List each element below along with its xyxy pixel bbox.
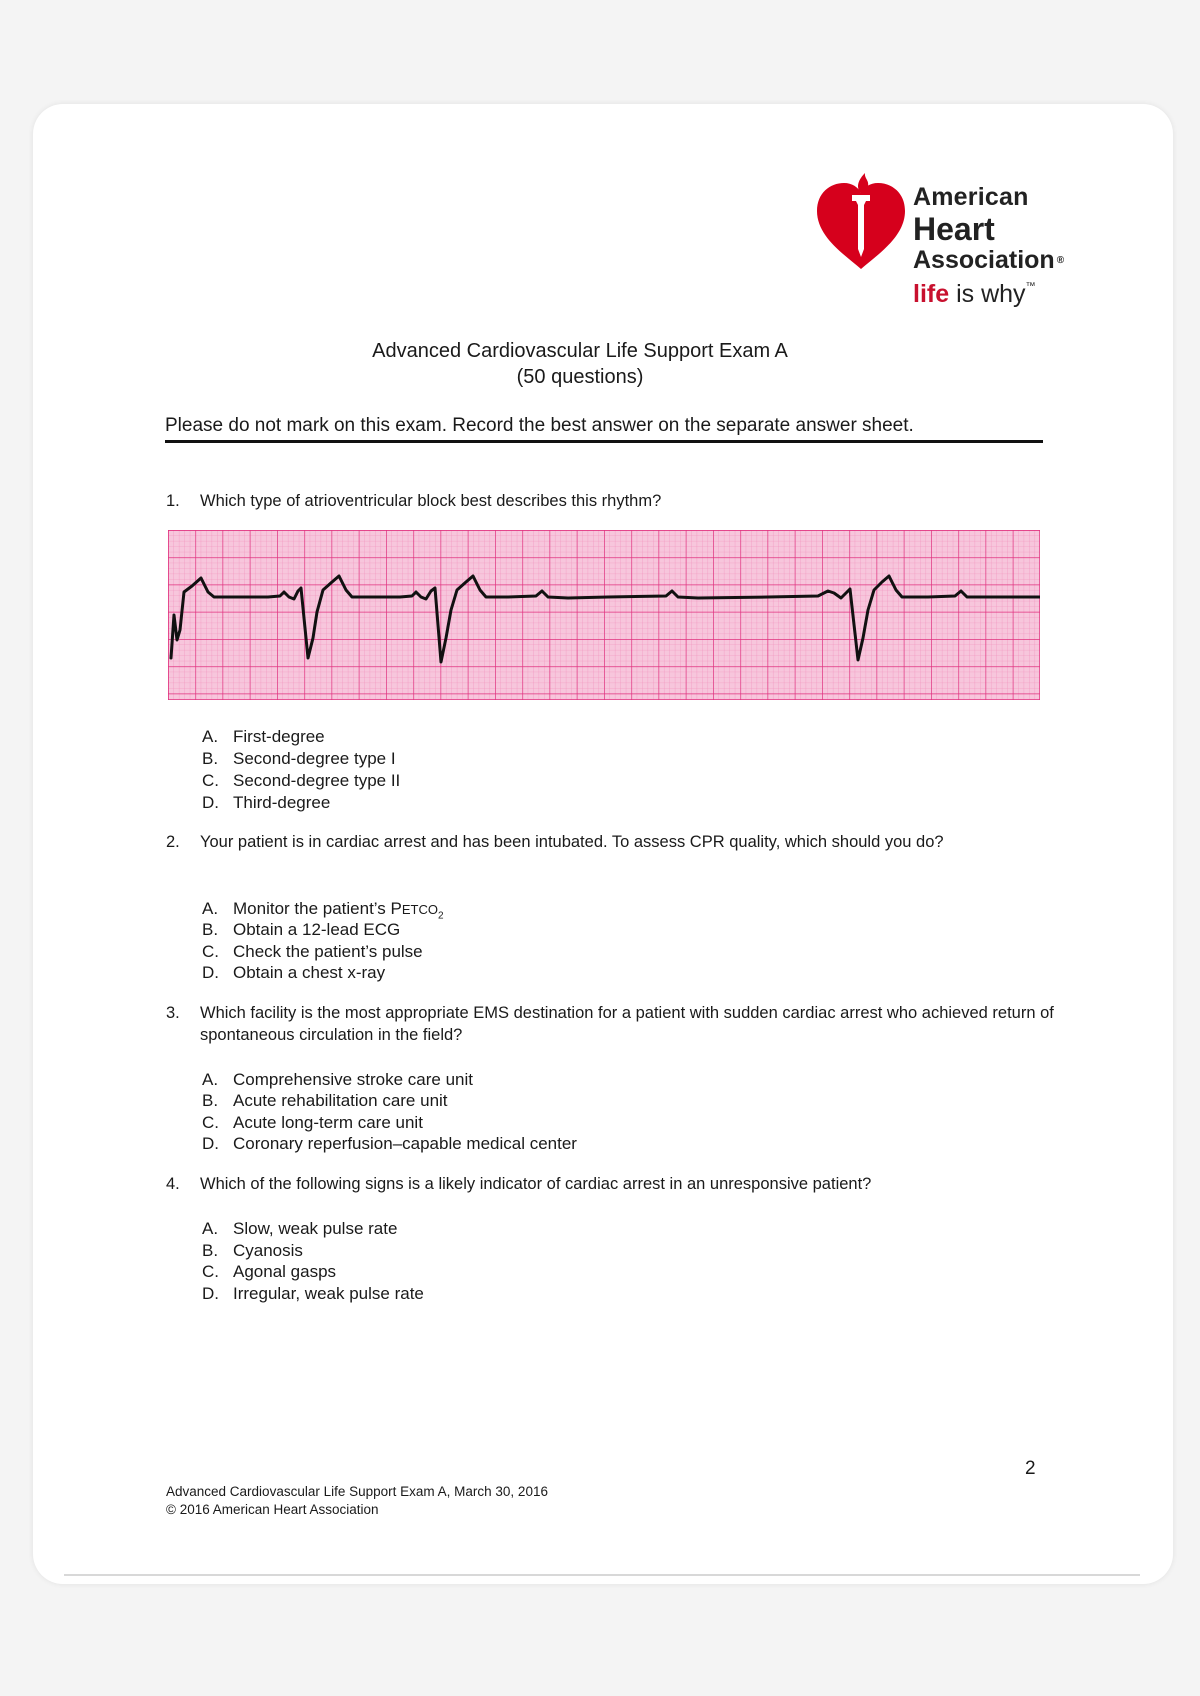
tagline-rest: is why xyxy=(949,280,1026,308)
logo-association-text: Association xyxy=(913,246,1055,274)
question-number: 4. xyxy=(166,1175,180,1193)
option-text: Third-degree xyxy=(233,793,331,812)
petco2-p: P xyxy=(390,899,402,918)
option-text: Cyanosis xyxy=(233,1241,303,1260)
exam-instructions: Please do not mark on this exam. Record the best answer on the separate answer sheet. xyxy=(165,415,914,436)
option-text: Coronary reperfusion–capable medical center xyxy=(233,1134,577,1153)
petco2-etco: ETCO xyxy=(401,902,438,917)
option-text: First-degree xyxy=(233,727,325,746)
question-text: Which type of atrioventricular block best describes this rhythm? xyxy=(200,492,662,510)
heart-torch-icon xyxy=(815,169,907,277)
option-letter: B. xyxy=(202,749,219,768)
option-text xyxy=(233,900,444,921)
option-letter: C. xyxy=(202,1262,219,1281)
option-text: Agonal gasps xyxy=(233,1262,337,1281)
option-text: Irregular, weak pulse rate xyxy=(233,1284,424,1303)
logo-word-association xyxy=(913,248,1064,273)
option-letter: D. xyxy=(202,963,219,982)
option-letter: D. xyxy=(202,1284,219,1303)
ecg-rhythm-strip xyxy=(168,530,1040,700)
option-letter: C. xyxy=(202,1113,219,1132)
exam-title: Advanced Cardiovascular Life Support Exam A xyxy=(372,340,788,362)
footer-line-1: Advanced Cardiovascular Life Support Exam A, March 30, 2016 xyxy=(166,1484,548,1499)
trademark-mark: ™ xyxy=(1025,281,1036,292)
option-letter: A. xyxy=(202,899,219,918)
option-letter: B. xyxy=(202,1091,219,1110)
exam-subtitle: (50 questions) xyxy=(516,366,644,388)
question-number: 3. xyxy=(166,1004,180,1022)
logo-word-heart: Heart xyxy=(913,211,995,247)
option-letter: B. xyxy=(202,920,219,939)
page-footer xyxy=(166,1483,548,1519)
option-text: Second-degree type I xyxy=(233,749,396,768)
page-number: 2 xyxy=(1025,1458,1036,1479)
option-text: Second-degree type II xyxy=(233,771,401,790)
option-text: Slow, weak pulse rate xyxy=(233,1219,398,1238)
option-main-text: Monitor the patient’s xyxy=(233,899,391,918)
registered-mark: ® xyxy=(1056,255,1065,267)
option-letter: A. xyxy=(202,1219,219,1238)
aha-logo xyxy=(815,169,1085,319)
logo-tagline xyxy=(913,282,1036,307)
option-letter: B. xyxy=(202,1241,219,1260)
option-text: Acute rehabilitation care unit xyxy=(233,1091,448,1110)
option-letter: A. xyxy=(202,727,219,746)
footer-line-2: © 2016 American Heart Association xyxy=(166,1502,379,1517)
logo-word-american: American xyxy=(913,183,1029,211)
option-text: Obtain a chest x-ray xyxy=(233,963,386,982)
question-number: 2. xyxy=(166,833,180,851)
tagline-life: life xyxy=(913,280,950,308)
option-text: Obtain a 12-lead ECG xyxy=(233,920,401,939)
header-divider xyxy=(165,440,1043,443)
option-letter: A. xyxy=(202,1070,219,1089)
question-text: Which facility is the most appropriate EMS destination for a patient with sudden cardiac arrest who achieved return of spontaneous circulation in the field? xyxy=(200,1004,1054,1044)
option-letter: D. xyxy=(202,793,219,812)
question-number: 1. xyxy=(166,492,180,510)
option-text: Comprehensive stroke care unit xyxy=(233,1070,474,1089)
question-text: Your patient is in cardiac arrest and has been intubated. To assess CPR quality, which should you do? xyxy=(200,833,944,851)
question-text: Which of the following signs is a likely indicator of cardiac arrest in an unresponsive patient? xyxy=(200,1175,872,1193)
option-letter: D. xyxy=(202,1134,219,1153)
option-letter: C. xyxy=(202,942,219,961)
option-letter: C. xyxy=(202,771,219,790)
option-text: Check the patient’s pulse xyxy=(233,942,423,961)
option-text: Acute long-term care unit xyxy=(233,1113,423,1132)
petco2-subscript: 2 xyxy=(437,910,444,922)
page-bottom-edge xyxy=(64,1574,1140,1576)
